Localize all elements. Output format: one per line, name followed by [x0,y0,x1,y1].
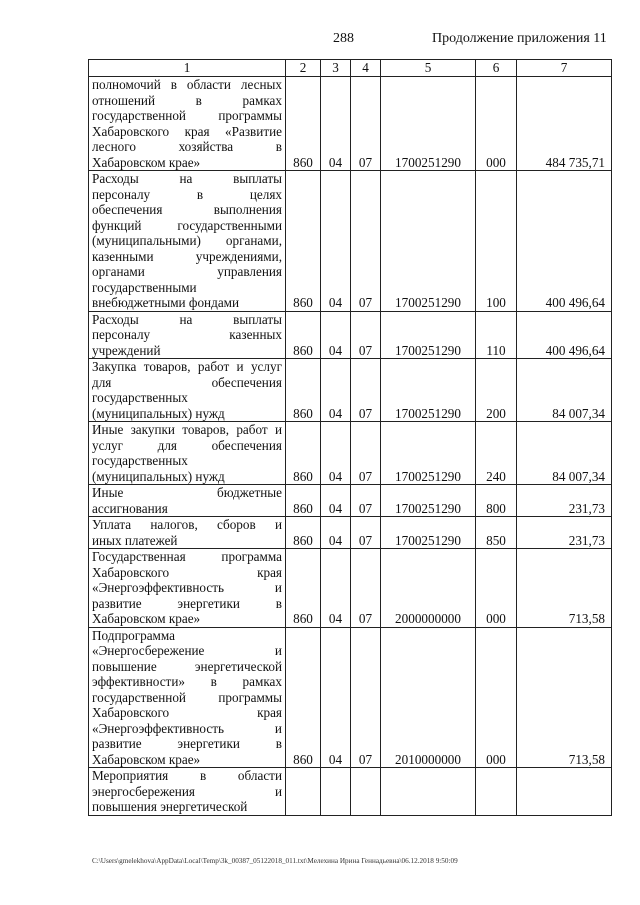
subsection-code-cell: 07 [351,171,381,312]
ministry-code-cell: 860 [286,77,321,171]
description-line: Мероприятия в области [92,768,282,783]
description-line: Хабаровском крае» [92,154,201,170]
amount-cell: 713,58 [517,549,612,628]
subsection-code-cell: 07 [351,485,381,517]
amount-cell [517,768,612,816]
description-line: для обеспечения [92,374,282,390]
description-cell [89,422,286,485]
target-article-cell [381,768,476,816]
description-line: функций государственными [92,217,282,233]
description-cell [89,311,286,359]
ministry-code-cell: 860 [286,359,321,422]
description-line: иных платежей [92,532,178,548]
expense-type-cell: 000 [476,627,517,768]
budget-table [88,59,612,816]
amount-cell: 484 735,71 [517,77,612,171]
section-code-cell: 04 [321,311,351,359]
expense-type-cell: 000 [476,549,517,628]
section-code-cell: 04 [321,171,351,312]
target-article-cell: 1700251290 [381,171,476,312]
amount-cell: 231,73 [517,517,612,549]
description-line: (муниципальных) нужд [92,405,225,421]
ministry-code-cell: 860 [286,549,321,628]
column-header: 2 [286,60,321,77]
description-cell [89,517,286,549]
ministry-code-cell: 860 [286,311,321,359]
description-line: органами управления [92,264,282,279]
table-row [89,549,612,628]
description-line: Хабаровского края [92,705,282,720]
description-line: Подпрограмма [92,627,176,643]
section-code-cell: 04 [321,549,351,628]
section-code-cell: 04 [321,627,351,768]
amount-cell: 400 496,64 [517,171,612,312]
description-line: Хабаровском крае» [92,751,201,767]
section-code-cell: 04 [321,359,351,422]
description-line: Закупка товаров, работ и услуг [92,359,282,374]
subsection-code-cell: 07 [351,77,381,171]
expense-type-cell: 800 [476,485,517,517]
column-header: 7 [517,60,612,77]
amount-cell: 84 007,34 [517,359,612,422]
description-cell [89,627,286,768]
description-line: развитие энергетики в [92,736,282,751]
description-line: казенными учреждениями, [92,248,282,264]
table-row [89,171,612,312]
target-article-cell: 1700251290 [381,422,476,485]
description-cell [89,77,286,171]
page-number: 288 [333,31,354,46]
subsection-code-cell: 07 [351,549,381,628]
description-line: Хабаровского края [92,564,282,580]
amount-cell: 400 496,64 [517,311,612,359]
column-header: 1 [89,60,286,77]
table-row [89,422,612,485]
description-line: обеспечения выполнения [92,202,282,217]
description-line: государственной программы [92,108,282,123]
table-header-row [89,60,612,77]
expense-type-cell: 240 [476,422,517,485]
description-line: отношений в рамках [92,92,282,108]
description-line: (муниципальных) нужд [92,468,225,484]
description-line: Хабаровском крае» [92,611,201,626]
section-code-cell: 04 [321,485,351,517]
description-line: государственных [92,390,188,405]
subsection-code-cell: 07 [351,422,381,485]
description-line: повышения энергетической [92,799,248,814]
description-line: ассигнования [92,500,168,516]
target-article-cell: 1700251290 [381,311,476,359]
section-code-cell [321,768,351,816]
description-line: «Энергоэффективность и [92,580,282,595]
section-code-cell: 04 [321,422,351,485]
description-cell [89,768,286,816]
description-line: учреждений [92,342,161,358]
target-article-cell: 1700251290 [381,77,476,171]
description-line: «Энергосбережение и [92,643,282,658]
description-line: персоналу казенных [92,327,282,342]
description-line: (муниципальными) органами, [92,233,282,248]
section-code-cell: 04 [321,517,351,549]
target-article-cell: 1700251290 [381,359,476,422]
description-line: Расходы на выплаты [92,311,282,327]
description-line: эффективности» в рамках [92,674,282,689]
description-line: развитие энергетики в [92,595,282,611]
description-line: «Энергоэффективность и [92,720,282,736]
description-cell [89,359,286,422]
description-line: повышение энергетической [92,658,282,674]
description-line: полномочий в области лесных [92,77,282,92]
table-row [89,311,612,359]
column-header: 4 [351,60,381,77]
ministry-code-cell: 860 [286,517,321,549]
subsection-code-cell: 07 [351,311,381,359]
description-line: Иные закупки товаров, работ и [92,422,282,437]
ministry-code-cell: 860 [286,422,321,485]
description-line: Хабаровского края «Развитие [92,123,282,139]
target-article-cell: 1700251290 [381,517,476,549]
expense-type-cell: 100 [476,171,517,312]
expense-type-cell: 110 [476,311,517,359]
target-article-cell: 1700251290 [381,485,476,517]
target-article-cell: 2000000000 [381,549,476,628]
description-line: лесного хозяйства в [92,139,282,154]
subsection-code-cell: 07 [351,359,381,422]
description-line: Государственная программа [92,549,282,564]
column-header: 5 [381,60,476,77]
amount-cell: 84 007,34 [517,422,612,485]
expense-type-cell: 850 [476,517,517,549]
description-line: Иные бюджетные [92,485,282,500]
footer-file-path: C:\Users\gmelekhova\AppData\Local\Temp\3k_00387_05122018_011.txt\Мелехина Ирина Геннадьевна\06.12.2018 9:50:09 [92,857,458,865]
description-cell [89,171,286,312]
table-row [89,517,612,549]
table-row [89,768,612,816]
table-row [89,77,612,171]
appendix-continuation-title: Продолжение приложения 11 [432,31,607,46]
description-line: услуг для обеспечения [92,437,282,453]
expense-type-cell: 200 [476,359,517,422]
column-header: 3 [321,60,351,77]
description-line: Уплата налогов, сборов и [92,517,282,532]
ministry-code-cell: 860 [286,627,321,768]
description-line: государственными [92,279,197,295]
expense-type-cell: 000 [476,77,517,171]
description-cell [89,485,286,517]
subsection-code-cell [351,768,381,816]
section-code-cell: 04 [321,77,351,171]
description-line: внебюджетными фондами [92,295,240,310]
description-line: персоналу в целях [92,186,282,202]
ministry-code-cell: 860 [286,485,321,517]
description-cell [89,549,286,628]
ministry-code-cell [286,768,321,816]
amount-cell: 231,73 [517,485,612,517]
target-article-cell: 2010000000 [381,627,476,768]
description-line: государственных [92,453,188,468]
description-line: Расходы на выплаты [92,171,282,186]
description-line: энергосбережения и [92,783,282,799]
ministry-code-cell: 860 [286,171,321,312]
table-row [89,485,612,517]
description-line: государственной программы [92,689,282,705]
subsection-code-cell: 07 [351,517,381,549]
expense-type-cell [476,768,517,816]
subsection-code-cell: 07 [351,627,381,768]
table-row [89,359,612,422]
amount-cell: 713,58 [517,627,612,768]
table-row [89,627,612,768]
column-header: 6 [476,60,517,77]
